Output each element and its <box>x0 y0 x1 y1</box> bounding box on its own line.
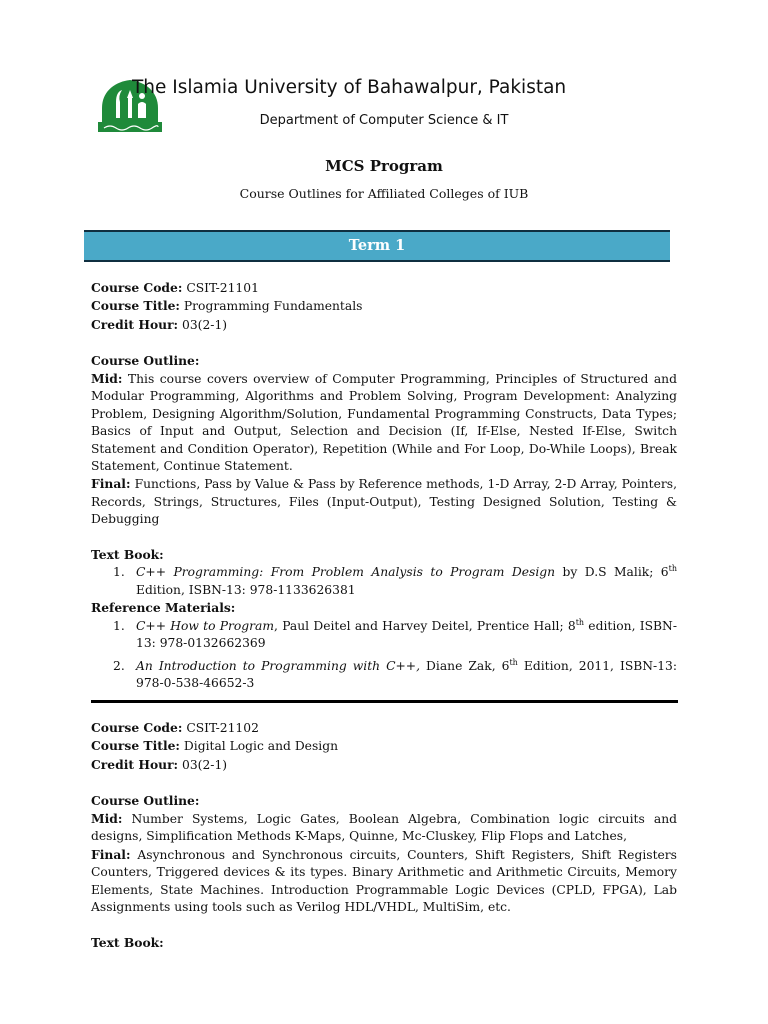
credit-hour-row <box>91 316 677 334</box>
book-details: Diane Zak, 6 <box>420 658 510 673</box>
book-title: C++ How to Program <box>136 618 275 633</box>
course-outline-heading <box>91 352 677 370</box>
section-divider <box>91 700 678 703</box>
text-book-label: Text Book: <box>91 934 164 950</box>
text-book-label: Text Book: <box>91 547 164 563</box>
course-outline-heading <box>91 792 677 810</box>
final-text: Functions, Pass by Value & Pass by Reference methods, 1-D Array, 2-D Array, Pointers, Records, Strings, Structures, Files (Input-Output), Testing Designed Solution, Testing & Debugging <box>91 477 677 527</box>
book-details-tail: Edition, 2011, ISBN-13: 978-0-538-46652-3 <box>136 658 678 690</box>
credit-hour-label: Credit Hour: <box>91 756 179 772</box>
course-title-row <box>91 297 677 315</box>
final-label: Final: <box>91 476 131 492</box>
final-label: Final: <box>91 846 131 862</box>
mid-paragraph <box>91 810 677 846</box>
course-title-label: Course Title: <box>91 298 180 314</box>
text-book-list <box>91 564 677 599</box>
final-paragraph <box>91 846 677 917</box>
list-item <box>91 658 677 693</box>
course-section-1 <box>91 279 677 692</box>
course-title-label: Course Title: <box>91 738 180 754</box>
list-number: 1. <box>113 618 125 633</box>
list-number: 2. <box>113 658 125 673</box>
credit-hour-label: Credit Hour: <box>91 316 179 332</box>
superscript: th <box>668 564 677 574</box>
final-paragraph <box>91 475 677 528</box>
course-code-row <box>91 719 677 737</box>
final-text: Asynchronous and Synchronous circuits, Counters, Shift Registers, Shift Registers Counters, Triggered devices & its types. Binary Arithmetic and Arithmetic Circuits, Memory Elements, State Machines. Introduction Programmable Logic Devices (CPLD, FPGA), Lab Assignments using tools such as Verilog HDL/VHDL, MultiSim, etc. <box>91 847 677 915</box>
document-subtitle: Course Outlines for Affiliated Colleges of IUB <box>239 186 529 201</box>
text-book-heading <box>91 546 677 564</box>
list-number: 1. <box>113 565 125 580</box>
superscript: th <box>509 657 518 667</box>
credit-hour-row <box>91 756 677 774</box>
reference-materials-heading <box>91 599 677 617</box>
mid-text: Number Systems, Logic Gates, Boolean Algebra, Combination logic circuits and designs, Simplification Methods K-Maps, Quinne, Mc-Cluskey, Flip Flops and Latches, <box>91 812 677 844</box>
credit-hour-value: 03(2-1) <box>182 317 228 332</box>
book-details-tail: edition, ISBN-13: 978-0132662369 <box>136 618 677 651</box>
program-title: MCS Program <box>325 157 443 175</box>
course-code-label: Course Code: <box>91 280 183 295</box>
course-code-row <box>91 279 677 297</box>
book-details-tail: Edition, ISBN-13: 978-1133626381 <box>136 582 356 597</box>
course-code-label: Course Code: <box>91 720 183 735</box>
superscript: th <box>575 617 585 627</box>
course-outline-label: Course Outline: <box>91 792 200 808</box>
course-title-value: Digital Logic and Design <box>183 739 338 754</box>
university-title: The Islamia University of Bahawalpur, Pakistan <box>132 77 567 98</box>
course-outline-label: Course Outline: <box>91 352 200 368</box>
list-item <box>91 618 677 653</box>
department-name: Department of Computer Science & IT <box>259 113 509 128</box>
reference-materials-label: Reference Materials: <box>91 600 236 616</box>
book-title: An Introduction to Programming with C++, <box>136 658 421 673</box>
book-details: by D.S Malik; 6 <box>555 565 669 580</box>
course-title-row <box>91 737 677 755</box>
list-item <box>91 564 677 599</box>
mid-label: Mid: <box>91 811 123 827</box>
course-section-2 <box>91 719 677 952</box>
term-banner: Term 1 <box>84 230 670 262</box>
book-details: , Paul Deitel and Harvey Deitel, Prentice Hall; 8 <box>274 618 576 633</box>
mid-text: This course covers overview of Computer Programming, Principles of Structured and Modular Programming, Algorithms and Problem Solving, Program Development: Analyzing Problem, Designing Algorithm/Solution, Fundamental Programming Constructs, Data Types; Basics of Input and Output, Selection and Decision (If, If-Else, Nested If-Else, Switch Statement and Condition Operator), Repetition (While and For Loop, Do-While Loops), Break Statement, Continue Statement. <box>91 372 677 474</box>
credit-hour-value: 03(2-1) <box>182 757 228 772</box>
book-title: C++ Programming: From Problem Analysis to Program Design <box>136 565 556 580</box>
course-code-value: CSIT-21101 <box>186 281 259 295</box>
course-title-value: Programming Fundamentals <box>183 299 363 314</box>
course-code-value: CSIT-21102 <box>186 721 259 735</box>
mid-paragraph <box>91 370 677 475</box>
mid-label: Mid: <box>91 371 123 387</box>
reference-list <box>91 618 677 693</box>
text-book-heading <box>91 934 677 952</box>
